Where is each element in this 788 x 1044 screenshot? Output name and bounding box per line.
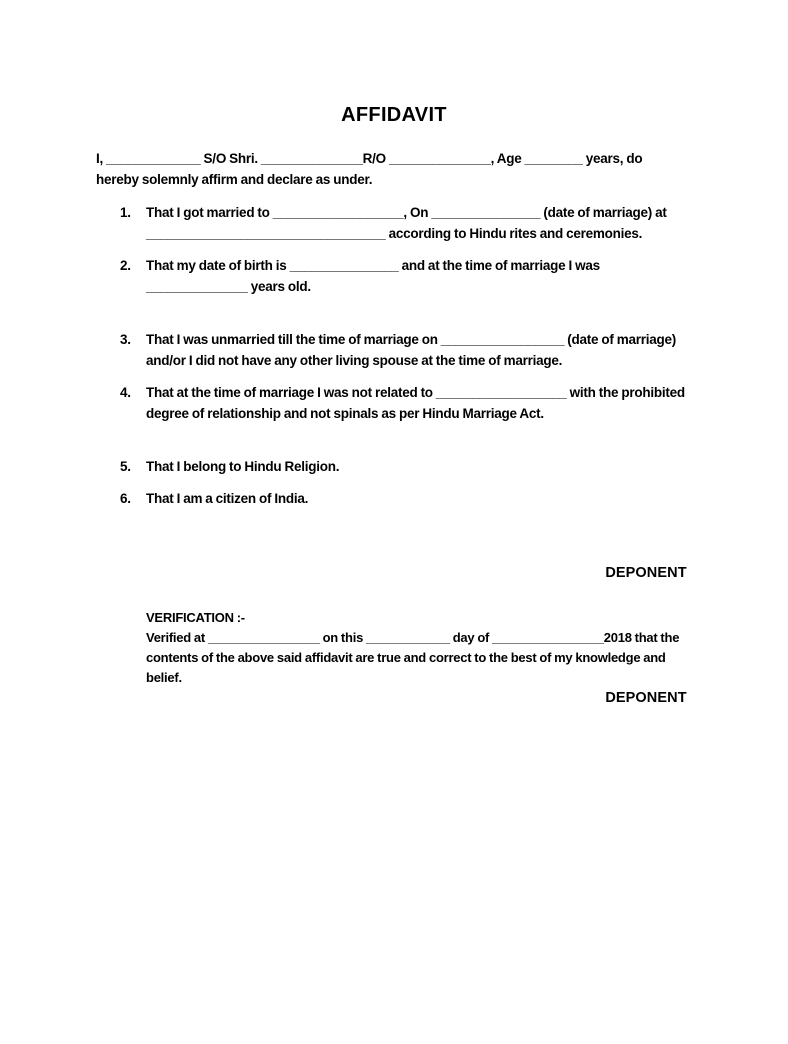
clause-text: That I belong to Hindu Religion. xyxy=(146,459,340,474)
clause-spacer xyxy=(96,371,688,382)
clause-spacer xyxy=(96,244,688,255)
clause-number: 6. xyxy=(120,491,131,506)
clause-list xyxy=(96,202,688,509)
clause-item-2 xyxy=(96,255,688,297)
clause-number: 4. xyxy=(120,385,131,400)
clause-text: That my date of birth is _______________ and at the time of marriage I was ______________ years old. xyxy=(146,258,600,294)
clause-text: That at the time of marriage I was not related to __________________ with the prohibited degree of relationship and not spinals as per Hindu Marriage Act. xyxy=(146,385,685,421)
clause-item-5 xyxy=(96,456,688,477)
clause-spacer xyxy=(96,424,688,456)
clause-number: 2. xyxy=(120,258,131,273)
verification-block xyxy=(146,608,694,688)
page-title: AFFIDAVIT xyxy=(341,104,447,126)
deponent-signature-label-bottom: DEPONENT xyxy=(605,690,687,706)
clause-number: 5. xyxy=(120,459,131,474)
clause-text: That I am a citizen of India. xyxy=(146,491,309,506)
clause-item-1 xyxy=(96,202,688,244)
verification-text: Verified at ________________ on this ____________ day of ________________2018 that the contents of the above said affidavit are true and correct to the best of my knowledge and belief. xyxy=(146,630,680,685)
clause-spacer xyxy=(96,477,688,488)
intro-paragraph: I, _____________ S/O Shri. ______________R/O ______________, Age ________ years, do hereby solemnly affirm and declare as under. xyxy=(96,151,643,187)
clause-spacer xyxy=(96,297,688,329)
clause-text: That I got married to __________________, On _______________ (date of marriage) at _________________________________ according to Hindu rites and ceremonies. xyxy=(146,205,667,241)
clause-number: 3. xyxy=(120,332,131,347)
verification-heading: VERIFICATION :- xyxy=(146,610,245,625)
clause-item-3 xyxy=(96,329,688,371)
clause-item-4 xyxy=(96,382,688,424)
clause-text: That I was unmarried till the time of marriage on _________________ (date of marriage) and/or I did not have any other living spouse at the time of marriage. xyxy=(146,332,677,368)
clause-number: 1. xyxy=(120,205,131,220)
deponent-signature-label-top: DEPONENT xyxy=(605,565,687,581)
clause-item-6 xyxy=(96,488,688,509)
